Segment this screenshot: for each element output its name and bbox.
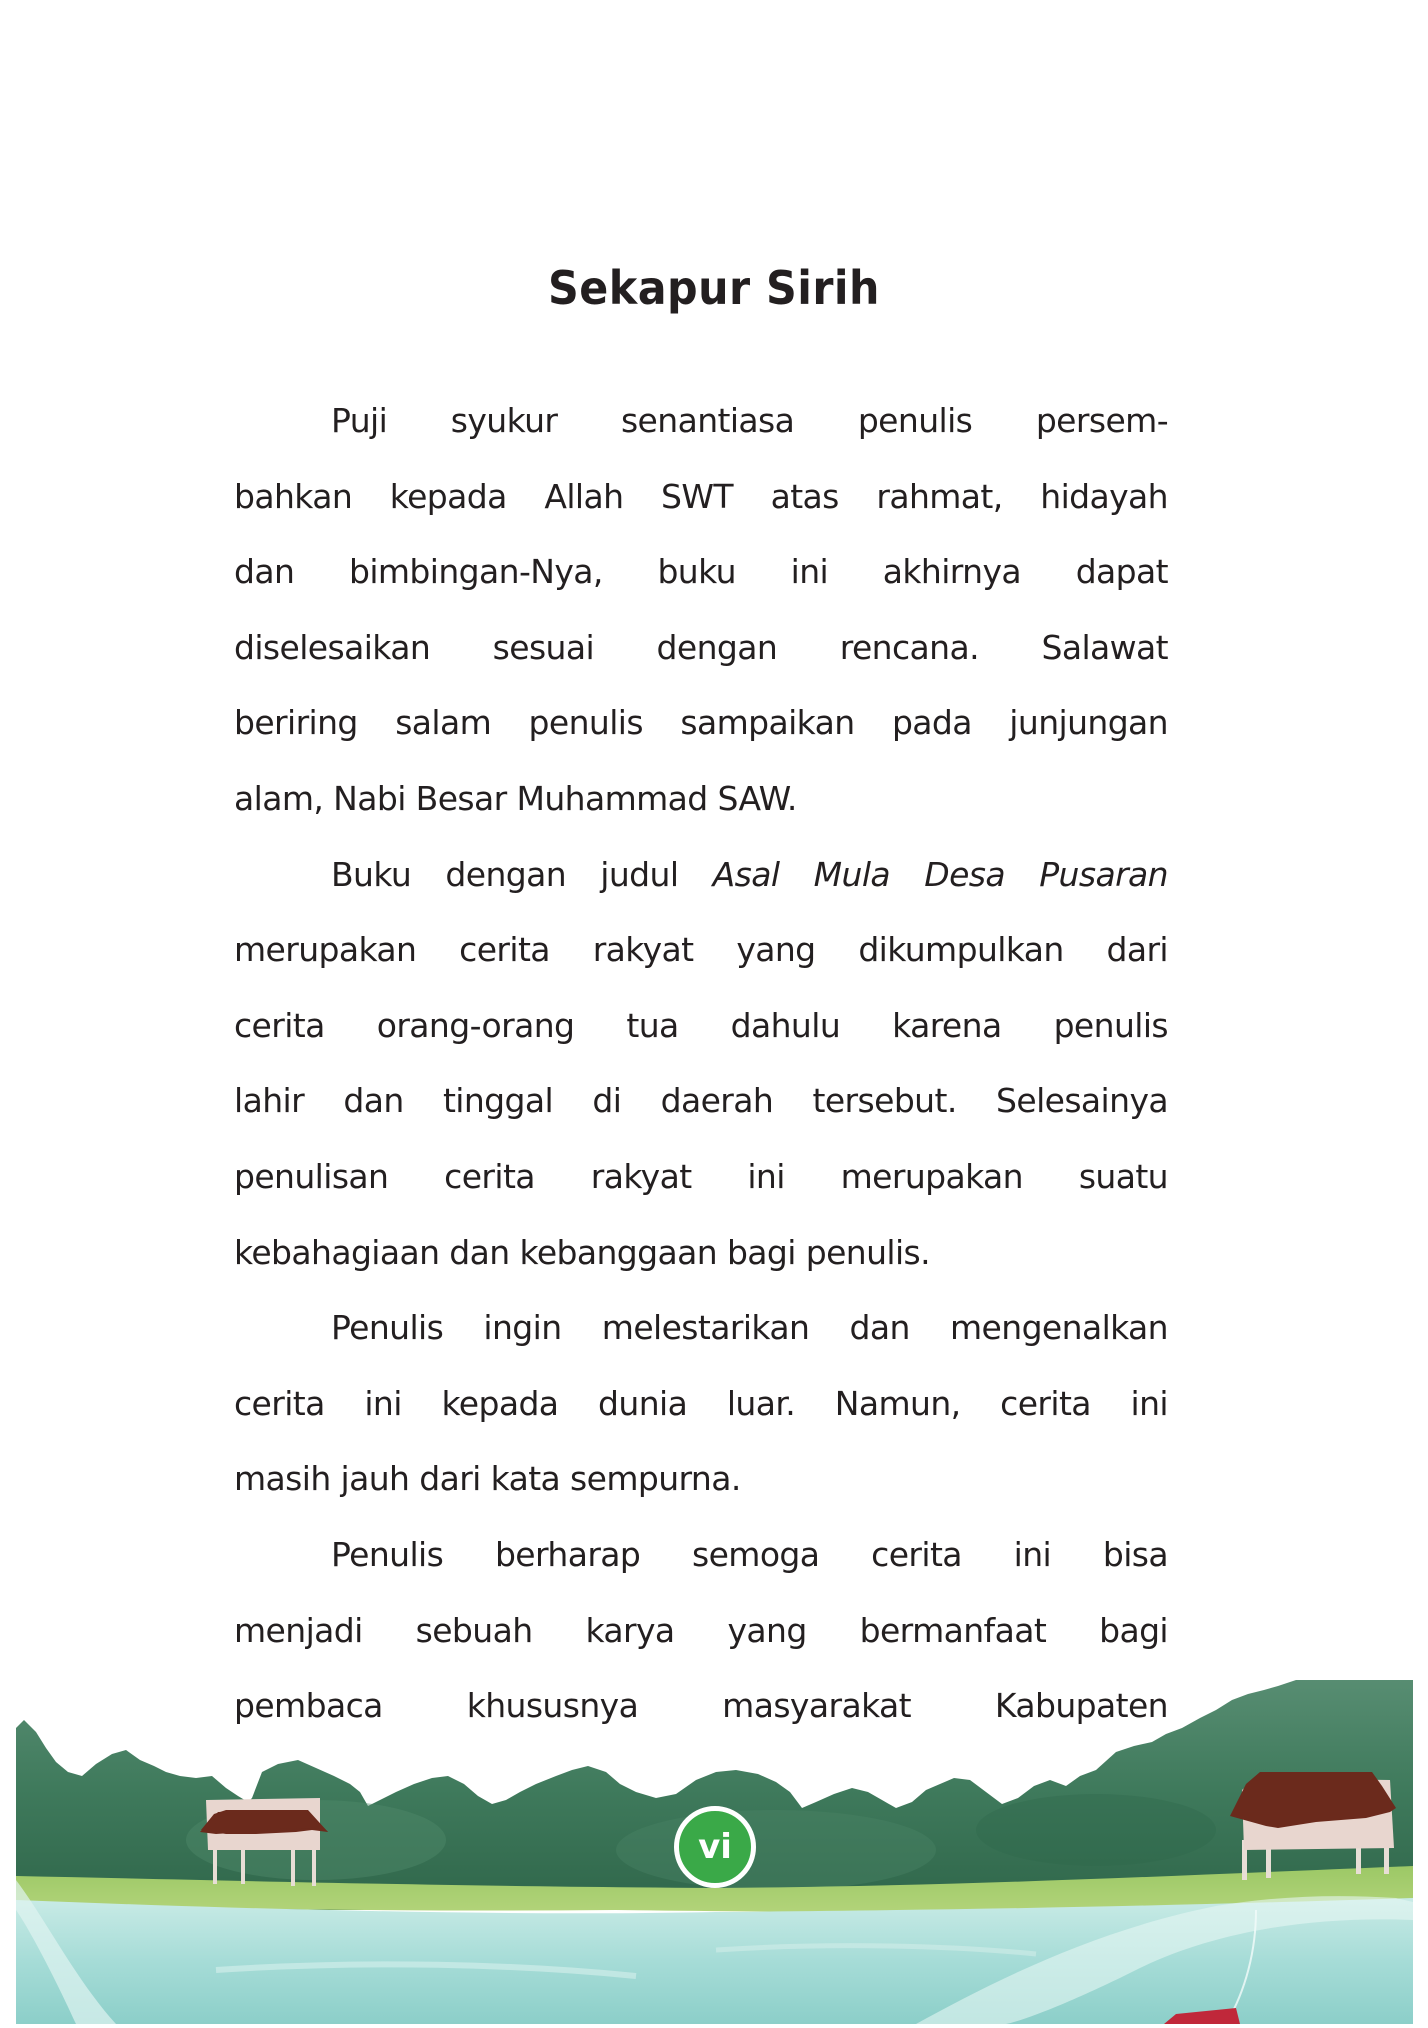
text-line: merupakan cerita rakyat yang dikumpulkan dari bbox=[234, 930, 1168, 970]
text-line: cerita orang-orang tua dahulu karena penulis bbox=[234, 1005, 1168, 1045]
text-line: kebahagiaan dan kebanggaan bagi penulis. bbox=[234, 1232, 931, 1272]
text-line bbox=[234, 837, 1168, 913]
text-line: lahir dan tinggal di daerah tersebut. Selesainya bbox=[234, 1081, 1168, 1121]
text-line: diselesaikan sesuai dengan rencana. Salawat bbox=[234, 627, 1168, 667]
text-line: Penulis berharap semoga cerita ini bisa bbox=[331, 1534, 1168, 1574]
text-line: masih jauh dari kata sempurna. bbox=[234, 1459, 741, 1499]
page-number-badge: vi bbox=[674, 1806, 756, 1888]
text-line: Penulis ingin melestarikan dan mengenalkan bbox=[331, 1308, 1168, 1348]
text-run: Buku dengan judul bbox=[331, 854, 713, 894]
text-line: pembaca khususnya masyarakat Kabupaten bbox=[234, 1686, 1168, 1726]
page-title: Sekapur Sirih bbox=[548, 261, 880, 315]
text-line: cerita ini kepada dunia luar. Namun, cerita ini bbox=[234, 1383, 1168, 1423]
book-title-italic: Asal Mula Desa Pusaran bbox=[712, 854, 1168, 894]
text-line: beriring salam penulis sampaikan pada junjungan bbox=[234, 703, 1168, 743]
text-line: dan bimbingan-Nya, buku ini akhirnya dapat bbox=[234, 552, 1168, 592]
text-line: penulisan cerita rakyat ini merupakan suatu bbox=[234, 1156, 1168, 1196]
text-line: bahkan kepada Allah SWT atas rahmat, hidayah bbox=[234, 476, 1168, 516]
text-line: menjadi sebuah karya yang bermanfaat bagi bbox=[234, 1610, 1168, 1650]
body-text bbox=[234, 383, 1168, 1744]
text-line: alam, Nabi Besar Muhammad SAW. bbox=[234, 778, 797, 818]
text-line: Puji syukur senantiasa penulis persem- bbox=[331, 401, 1168, 440]
